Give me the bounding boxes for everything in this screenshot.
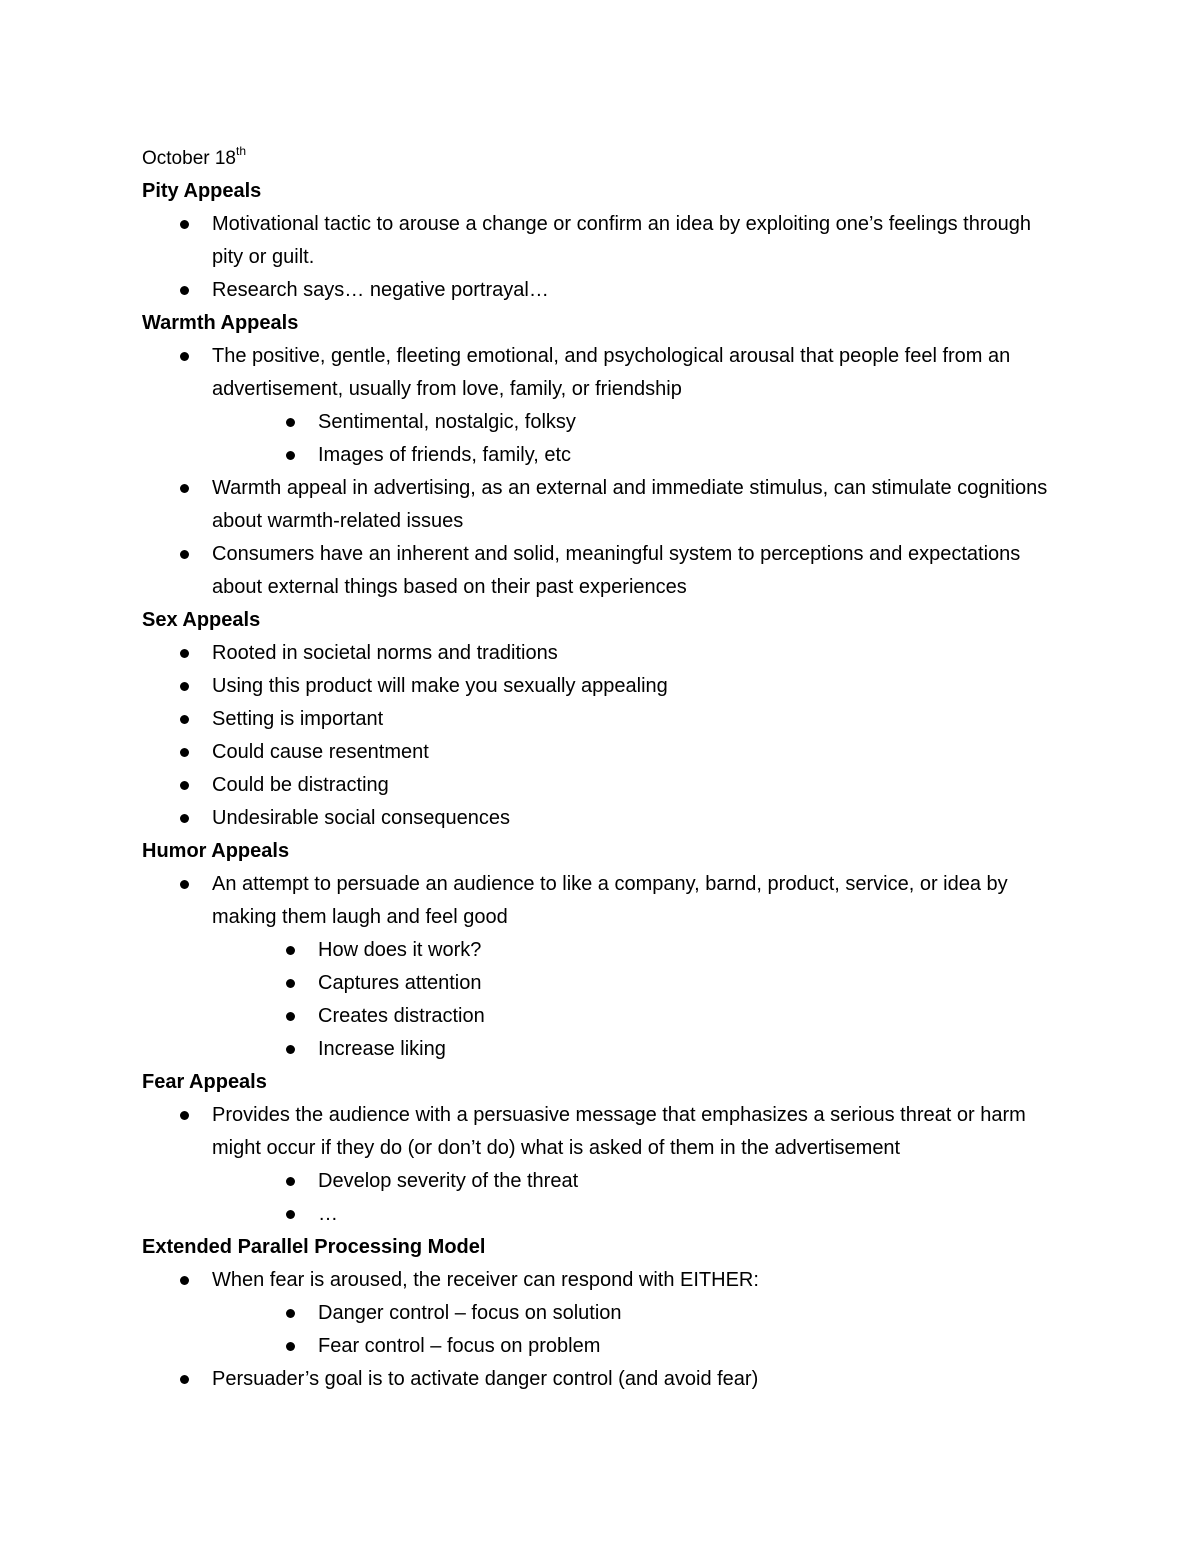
list-item: Could be distracting: [142, 769, 1062, 802]
bullet-icon: [180, 286, 189, 295]
heading-eppm: Extended Parallel Processing Model: [142, 1236, 486, 1258]
bullet-icon: [286, 1210, 295, 1219]
note-date-suffix: th: [236, 144, 247, 158]
heading-humor-appeals: Humor Appeals: [142, 840, 290, 862]
list-item: Setting is important: [142, 703, 1062, 736]
list-item: When fear is aroused, the receiver can respond with EITHER:: [142, 1264, 1062, 1297]
bullet-icon: [180, 748, 189, 757]
fear-appeals-list: [142, 1099, 1062, 1231]
note-date-text: October 18: [142, 148, 236, 169]
list-item: Undesirable social consequences: [142, 802, 1062, 835]
sub-list-item: Increase liking: [142, 1033, 1062, 1066]
list-item: Research says… negative portrayal…: [142, 274, 1062, 307]
bullet-icon: [180, 1111, 189, 1120]
sub-list-item: Sentimental, nostalgic, folksy: [142, 406, 1062, 439]
document-body: [142, 142, 1062, 1396]
bullet-icon: [180, 880, 189, 889]
sub-list-item: Images of friends, family, etc: [142, 439, 1062, 472]
warmth-appeals-list: [142, 340, 1062, 604]
bullet-icon: [180, 550, 189, 559]
sub-list-item: Develop severity of the threat: [142, 1165, 1062, 1198]
bullet-icon: [286, 1045, 295, 1054]
bullet-icon: [180, 682, 189, 691]
heading-sex-appeals: Sex Appeals: [142, 609, 261, 631]
sub-list-item: Captures attention: [142, 967, 1062, 1000]
pity-appeals-list: [142, 208, 1062, 307]
list-item: Provides the audience with a persuasive message that emphasizes a serious threat or harm might occur if they do (or don’t do) what is asked of them in the advertisement: [142, 1099, 1062, 1165]
list-item: Rooted in societal norms and traditions: [142, 637, 1062, 670]
bullet-icon: [180, 352, 189, 361]
bullet-icon: [286, 1012, 295, 1021]
bullet-icon: [180, 781, 189, 790]
sub-list-item: How does it work?: [142, 934, 1062, 967]
sub-list-item: …: [142, 1198, 1062, 1231]
list-item: The positive, gentle, fleeting emotional, and psychological arousal that people feel from an advertisement, usually from love, family, or friendship: [142, 340, 1062, 406]
sub-list-item: Danger control – focus on solution: [142, 1297, 1062, 1330]
bullet-icon: [286, 946, 295, 955]
sex-appeals-list: [142, 637, 1062, 835]
list-item: Using this product will make you sexually appealing: [142, 670, 1062, 703]
bullet-icon: [286, 1177, 295, 1186]
bullet-icon: [286, 418, 295, 427]
bullet-icon: [286, 979, 295, 988]
list-item: Warmth appeal in advertising, as an external and immediate stimulus, can stimulate cognitions about warmth-related issues: [142, 472, 1062, 538]
humor-appeals-list: [142, 868, 1062, 1066]
heading-warmth-appeals: Warmth Appeals: [142, 312, 299, 334]
bullet-icon: [180, 814, 189, 823]
bullet-icon: [180, 1276, 189, 1285]
eppm-list: [142, 1264, 1062, 1396]
bullet-icon: [286, 1342, 295, 1351]
list-item: An attempt to persuade an audience to like a company, barnd, product, service, or idea by making them laugh and feel good: [142, 868, 1062, 934]
bullet-icon: [286, 451, 295, 460]
note-date: [142, 142, 1062, 175]
bullet-icon: [180, 715, 189, 724]
bullet-icon: [180, 220, 189, 229]
list-item: Motivational tactic to arouse a change or confirm an idea by exploiting one’s feelings through pity or guilt.: [142, 208, 1062, 274]
bullet-icon: [180, 649, 189, 658]
bullet-icon: [286, 1309, 295, 1318]
heading-fear-appeals: Fear Appeals: [142, 1071, 267, 1093]
bullet-icon: [180, 1375, 189, 1384]
sub-list-item: Creates distraction: [142, 1000, 1062, 1033]
list-item: Consumers have an inherent and solid, meaningful system to perceptions and expectations about external things based on their past experiences: [142, 538, 1062, 604]
sub-list-item: Fear control – focus on problem: [142, 1330, 1062, 1363]
heading-pity-appeals: Pity Appeals: [142, 180, 262, 202]
list-item: Persuader’s goal is to activate danger control (and avoid fear): [142, 1363, 1062, 1396]
bullet-icon: [180, 484, 189, 493]
list-item: Could cause resentment: [142, 736, 1062, 769]
